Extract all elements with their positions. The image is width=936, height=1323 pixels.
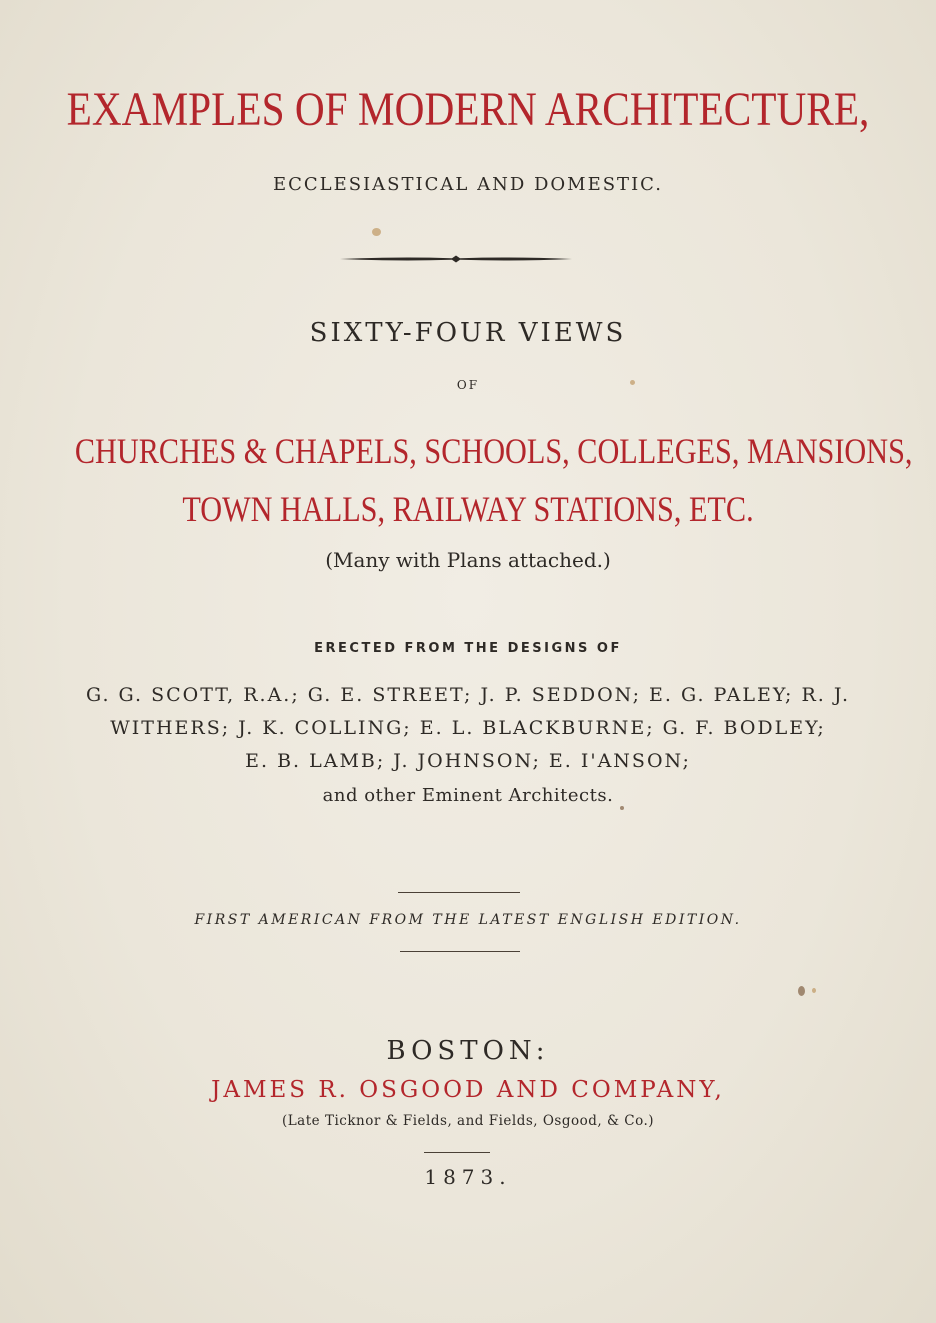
of-connector: OF — [456, 378, 480, 392]
erected-heading: ERECTED FROM THE DESIGNS OF — [314, 641, 622, 656]
ornamental-rule — [340, 252, 572, 266]
foxing-spot — [812, 988, 816, 993]
book-subtitle: ECCLESIASTICAL AND DOMESTIC. — [272, 174, 664, 195]
rule-above-edition — [398, 892, 520, 893]
publisher-note: (Late Ticknor & Fields, and Fields, Osgood, & Co.) — [281, 1113, 655, 1129]
architects-line-1: G. G. SCOTT, R.A.; G. E. STREET; J. P. SEDDON; E. G. PALEY; R. J. — [85, 684, 851, 706]
book-title: EXAMPLES OF MODERN ARCHITECTURE, — [66, 83, 870, 136]
imprint-city: BOSTON: — [386, 1036, 550, 1066]
foxing-spot — [798, 986, 805, 996]
publication-year: 1873. — [424, 1165, 512, 1189]
foxing-spot — [620, 806, 624, 810]
foxing-spot — [630, 380, 635, 385]
views-heading: SIXTY-FOUR VIEWS — [309, 318, 627, 348]
foxing-spot — [372, 228, 381, 236]
architects-line-4: and other Eminent Architects. — [322, 785, 614, 806]
architects-line-3: E. B. LAMB; J. JOHNSON; E. I'ANSON; — [245, 750, 691, 772]
publisher-name: JAMES R. OSGOOD AND COMPANY, — [211, 1077, 725, 1103]
architects-line-2: WITHERS; J. K. COLLING; E. L. BLACKBURNE; G. F. BODLEY; — [110, 717, 826, 739]
edition-note: FIRST AMERICAN FROM THE LATEST ENGLISH EDITION. — [194, 912, 742, 928]
subjects-line-2: TOWN HALLS, RAILWAY STATIONS, ETC. — [182, 489, 754, 529]
rule-below-edition — [400, 951, 520, 952]
rule-above-year — [424, 1152, 490, 1153]
subjects-line-1: CHURCHES & CHAPELS, SCHOOLS, COLLEGES, MANSIONS, — [74, 431, 913, 471]
plans-note: (Many with Plans attached.) — [325, 548, 611, 572]
